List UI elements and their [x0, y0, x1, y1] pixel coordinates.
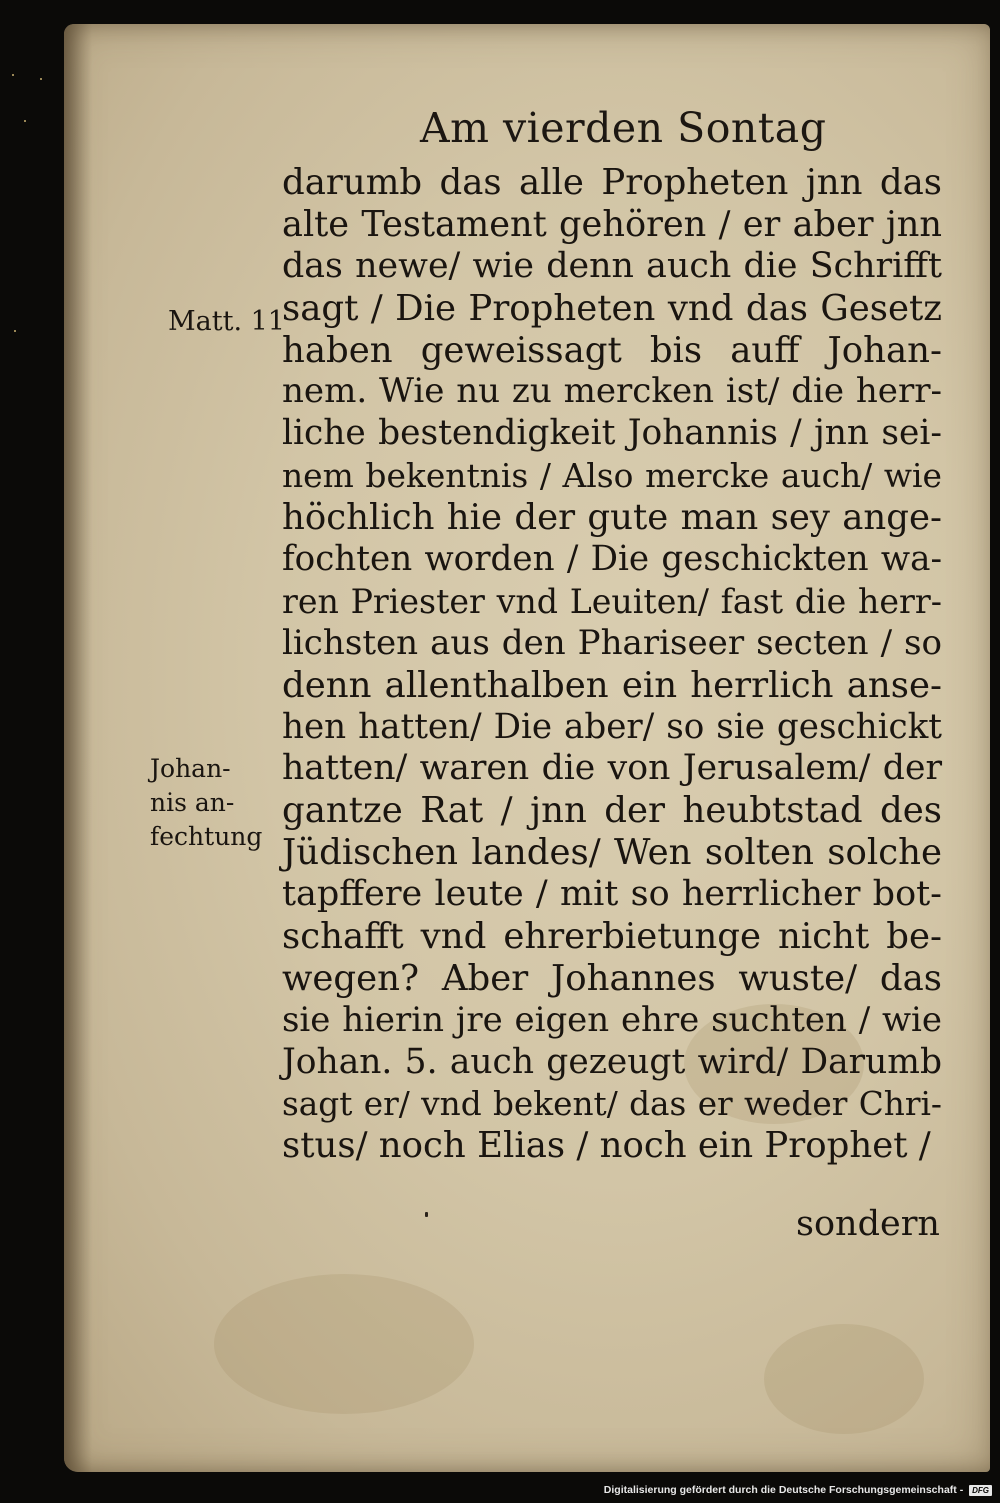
running-head: Am vierden Sontag — [420, 104, 827, 152]
text-line: darumb das alle Propheten jnn das — [282, 162, 942, 203]
marginal-note-johannis — [150, 752, 262, 854]
paper-stain — [764, 1324, 924, 1434]
text-line: fochten worden / Die geschickten wa- — [282, 539, 942, 580]
text-line: ren Priester vnd Leuiten/ fast die herr- — [282, 581, 942, 621]
text-line: hatten/ waren die von Jerusalem/ der — [282, 748, 942, 789]
speck-mark — [40, 78, 42, 80]
paper-stain — [214, 1274, 474, 1414]
marginal-note-line: nis an- — [150, 788, 235, 817]
marginal-note-matt: Matt. 11 — [168, 306, 285, 337]
credit-text: Digitalisierung gefördert durch die Deutsche Forschungsgemeinschaft - — [603, 1484, 964, 1496]
text-line: nem bekentnis / Also mercke auch/ wie — [282, 456, 942, 496]
ink-speck — [425, 1212, 428, 1217]
text-line: schafft vnd ehrerbietunge nicht be- — [282, 916, 942, 958]
text-line: sagt er/ vnd bekent/ das er weder Chri- — [282, 1084, 942, 1123]
body-text — [282, 162, 942, 1167]
text-line: Johan. 5. auch gezeugt wird/ Darumb — [282, 1041, 942, 1082]
catchword: sondern — [796, 1204, 940, 1244]
digitization-credit — [0, 1481, 992, 1499]
speck-mark — [14, 330, 16, 332]
text-line: das newe/ wie denn auch die Schrifft — [282, 245, 942, 286]
text-line: gantze Rat / jnn der heubtstad des — [282, 790, 942, 832]
text-line: liche bestendigkeit Johannis / jnn sei- — [282, 413, 942, 454]
text-line: haben geweissagt bis auff Johan- — [282, 329, 942, 371]
text-line: sie hierin jre eigen ehre suchten / wie — [282, 999, 942, 1040]
text-line: höchlich hie der gute man sey ange- — [282, 497, 942, 539]
speck-mark — [12, 74, 14, 76]
speck-mark — [24, 120, 26, 122]
text-line: sagt / Die Propheten vnd das Gesetz — [282, 287, 942, 329]
text-line: Jüdischen landes/ Wen solten solche — [282, 832, 942, 874]
text-line: denn allenthalben ein herrlich anse- — [282, 664, 942, 706]
text-line: lichsten aus den Phariseer secten / so — [282, 622, 942, 663]
dfg-logo-icon: DFG — [969, 1485, 992, 1496]
text-line: nem. Wie nu zu mercken ist/ die herr- — [282, 371, 942, 412]
text-line: tapffere leute / mit so herrlicher bot- — [282, 874, 942, 915]
text-line: alte Testament gehören / er aber jnn — [282, 203, 942, 245]
text-line: stus/ noch Elias / noch ein Prophet / — [282, 1125, 931, 1167]
marginal-note-line: Johan- — [150, 754, 231, 783]
marginal-note-line: fechtung — [150, 822, 263, 851]
text-line: hen hatten/ Die aber/ so sie geschickt — [282, 706, 942, 747]
text-line: wegen? Aber Johannes wuste/ das — [282, 957, 942, 999]
